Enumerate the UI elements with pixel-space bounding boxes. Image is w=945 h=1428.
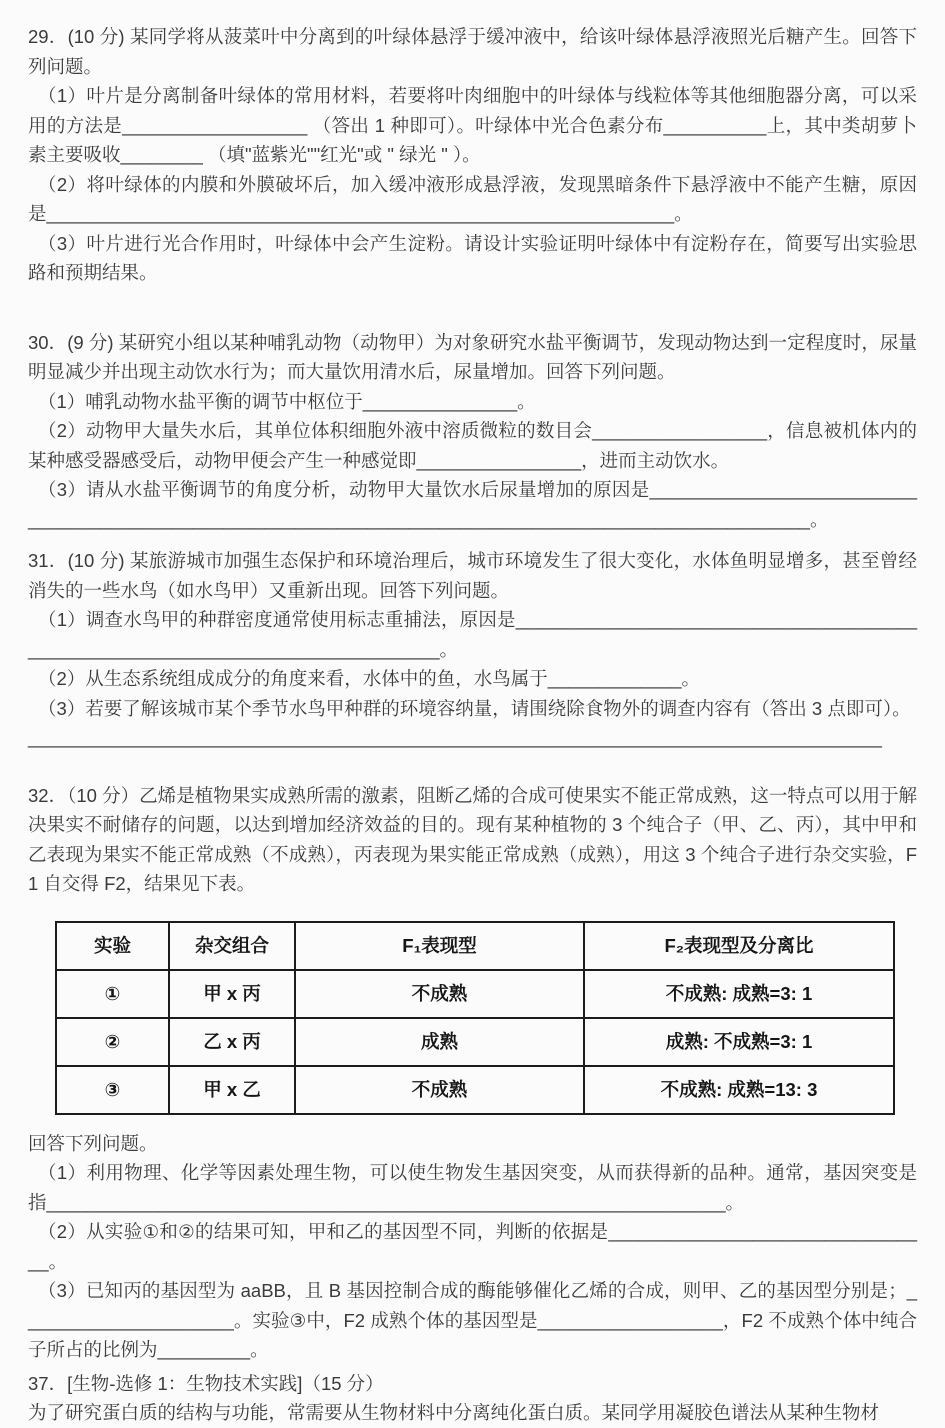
question-29-part-2: （2）将叶绿体的内膜和外膜破坏后，加入缓冲液形成悬浮液，发现黑暗条件下悬浮液中不能产生糖，原因是_____________________________________________________________。 xyxy=(28,173,917,224)
cell-cross-combination: 甲 x 丙 xyxy=(169,970,295,1018)
col-header-experiment: 实验 xyxy=(56,922,169,970)
question-31-part-3: （3）若要了解该城市某个季节水鸟甲种群的环境容纳量，请围绕除食物外的调查内容有（答出 3 点即可）。 xyxy=(38,697,911,719)
cell-f1-phenotype: 不成熟 xyxy=(295,1066,584,1114)
cell-f2-ratio: 成熟: 不成熟=3: 1 xyxy=(584,1018,894,1066)
cross-experiment-table xyxy=(55,921,895,1115)
table-row xyxy=(56,1066,894,1114)
cell-cross-combination: 乙 x 丙 xyxy=(169,1018,295,1066)
cell-experiment-number: ① xyxy=(56,970,169,1018)
question-31 xyxy=(28,546,917,753)
table-row xyxy=(56,1018,894,1066)
question-32 xyxy=(28,781,917,1365)
question-37 xyxy=(28,1369,917,1428)
table-header-row xyxy=(56,922,894,970)
question-29-part-1: （1）叶片是分离制备叶绿体的常用材料，若要将叶肉细胞中的叶绿体与线粒体等其他细胞器分离，可以采用的方法是__________________ （答出 1 种即可）。叶绿体中光合色素分布__________上，其中类胡萝卜素主要吸收________ （填"蓝紫光""红光"或 " 绿光 " ）。 xyxy=(28,85,917,165)
question-29-stem: 29．(10 分) 某同学将从菠菜叶中分离到的叶绿体悬浮于缓冲液中，给该叶绿体悬浮液照光后糖产生。回答下列问题。 xyxy=(28,26,917,77)
question-37-title: 37．[生物-选修 1：生物技术实践]（15 分） xyxy=(28,1372,384,1394)
question-31-part-2: （2）从生态系统组成成分的角度来看，水体中的鱼，水鸟属于_____________。 xyxy=(38,668,701,689)
question-31-stem: 31．(10 分) 某旅游城市加强生态保护和环境治理后，城市环境发生了很大变化，水体鱼明显增多，甚至曾经消失的一些水鸟（如水鸟甲）又重新出现。回答下列问题。 xyxy=(28,550,917,601)
question-32-answer-prompt: 回答下列问题。 xyxy=(28,1132,158,1154)
cell-f2-ratio: 不成熟: 成熟=3: 1 xyxy=(584,970,894,1018)
cell-f2-ratio: 不成熟: 成熟=13: 3 xyxy=(584,1066,894,1114)
question-32-part-2: （2）从实验①和②的结果可知，甲和乙的基因型不同，判断的依据是________________________________。 xyxy=(28,1221,917,1272)
cell-experiment-number: ③ xyxy=(56,1066,169,1114)
question-32-part-1: （1）利用物理、化学等因素处理生物，可以使生物发生基因突变，从而获得新的品种。通常，基因突变是指__________________________________________________________________。 xyxy=(28,1162,917,1213)
question-30-part-2: （2）动物甲大量失水后，其单位体积细胞外液中溶质微粒的数目会_________________，信息被机体内的某种感受器感受后，动物甲便会产生一种感觉即________________，进而主动饮水。 xyxy=(28,420,917,471)
question-32-part-3: （3）已知丙的基因型为 aaBB，且 B 基因控制合成的酶能够催化乙烯的合成，则甲、乙的基因型分别是；_____________________。实验③中，F2 成熟个体的基因型是__________________，F2 不成熟个体中纯合子所占的比例为_________。 xyxy=(28,1280,917,1360)
question-31-answer-blank-line: ___________________________________________________________________________________ xyxy=(28,727,882,748)
cell-cross-combination: 甲 x 乙 xyxy=(169,1066,295,1114)
table-row xyxy=(56,970,894,1018)
col-header-f2-phenotype-ratio: F₂表现型及分离比 xyxy=(584,922,894,970)
cell-f1-phenotype: 不成熟 xyxy=(295,970,584,1018)
cell-f1-phenotype: 成熟 xyxy=(295,1018,584,1066)
cell-experiment-number: ② xyxy=(56,1018,169,1066)
question-32-stem: 32．（10 分）乙烯是植物果实成熟所需的激素，阻断乙烯的合成可使果实不能正常成熟，这一特点可以用于解决果实不耐储存的问题，以达到增加经济效益的目的。现有某种植物的 3 个纯合子（甲、乙、丙），其中甲和乙表现为果实不能正常成熟（不成熟），丙表现为果实能正常成熟（成熟），用这 3 个纯合子进行杂交实验，F1 自交得 F2，结果见下表。 xyxy=(28,784,917,894)
question-30 xyxy=(28,328,917,535)
col-header-f1-phenotype: F₁表现型 xyxy=(295,922,584,970)
question-30-stem: 30．(9 分) 某研究小组以某种哺乳动物（动物甲）为对象研究水盐平衡调节，发现动物达到一定程度时，尿量明显减少并出现主动饮水行为；而大量饮用清水后，尿量增加。回答下列问题。 xyxy=(28,331,917,382)
question-37-stem: 为了研究蛋白质的结构与功能，常需要从生物材料中分离纯化蛋白质。某同学用凝胶色谱法从某种生物材 xyxy=(28,1402,880,1423)
question-30-part-1: （1）哺乳动物水盐平衡的调节中枢位于_______________。 xyxy=(38,390,536,412)
col-header-cross-combination: 杂交组合 xyxy=(169,922,295,970)
question-31-part-1: （1）调查水鸟甲的种群密度通常使用标志重捕法，原因是_______________________________________________________________________________。 xyxy=(28,609,917,660)
question-30-part-3: （3）请从水盐平衡调节的角度分析，动物甲大量饮水后尿量增加的原因是______________________________________________________________________________________________________。 xyxy=(28,479,917,530)
question-29-part-3: （3）叶片进行光合作用时，叶绿体中会产生淀粉。请设计实验证明叶绿体中有淀粉存在，简要写出实验思路和预期结果。 xyxy=(28,232,917,283)
question-29 xyxy=(28,22,917,288)
